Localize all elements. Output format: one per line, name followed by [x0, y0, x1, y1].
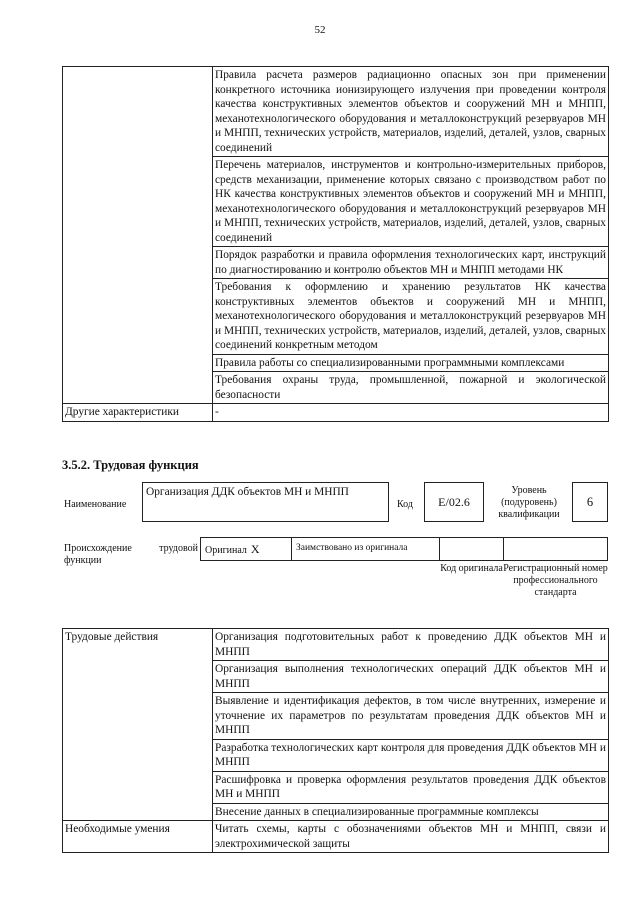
row-label: Другие характеристики: [63, 404, 213, 422]
row-item: Расшифровка и проверка оформления результатов проведения ДДК объектов МН и МНПП: [213, 771, 609, 803]
row-item: Выявление и идентификация дефектов, в том числе внутренних, измерение и уточнение их параметров по результатам проведения ДДК объектов МН и МНПП: [213, 693, 609, 740]
table-row: [63, 404, 609, 422]
row-item: Правила расчета размеров радиационно опасных зон при применении конкретного источника ионизирующего излучения при проведении контроля качества конструктивных элементов объектов и сооружений МН и МНПП, механотехнологического оборудования и металлоконструкций резервуаров МН и МНПП, технических устройств, материалов, изделий, деталей, узлов, сварных соединений: [213, 67, 609, 157]
row-item: Требования к оформлению и хранению результатов НК качества конструктивных элементов объектов и сооружений МН и МНПП, механотехнологического оборудования и металлоконструкций резервуаров МН и МНПП, технических устройств, материалов, изделий, деталей, узлов, сварных соединений конкретным методом: [213, 279, 609, 355]
origin-label-word1: Происхождение: [64, 543, 132, 554]
page-number: 52: [314, 24, 326, 36]
original-label: Оригинал: [205, 545, 247, 556]
row-item: Разработка технологических карт контроля для проведения ДДК объектов МН и МНПП: [213, 739, 609, 771]
origin-label-word3: функции: [64, 555, 102, 566]
function-name-value: Организация ДДК объектов МН и МНПП: [142, 482, 389, 522]
name-label: Наименование: [64, 499, 127, 510]
table-row: [63, 629, 609, 661]
code-label: Код: [397, 499, 413, 510]
row-label: [63, 67, 213, 404]
origin-borrowed-cell: Заимствовано из оригинала: [291, 537, 440, 561]
table-row: [63, 821, 609, 853]
row-label: Необходимые умения: [63, 821, 213, 853]
section-title: 3.5.2. Трудовая функция: [62, 458, 199, 472]
row-item: Организация выполнения технологических операций ДДК объектов МН и МНПП: [213, 661, 609, 693]
labor-actions-table: [62, 628, 609, 853]
original-mark: X: [250, 542, 260, 556]
row-item: -: [213, 404, 609, 422]
qualification-level-value: 6: [572, 482, 608, 522]
row-item: Порядок разработки и правила оформления технологических карт, инструкций по диагностированию и контролю объектов МН и МНПП методами НК: [213, 247, 609, 279]
qualification-level-label: Уровень (подуровень) квалификации: [498, 485, 560, 520]
knowledge-table: [62, 66, 609, 422]
original-code-caption: Код оригинала: [440, 563, 503, 574]
row-item: Внесение данных в специализированные программные комплексы: [213, 803, 609, 821]
table-row: [63, 67, 609, 157]
origin-label: [64, 543, 198, 555]
row-item: Читать схемы, карты с обозначениями объектов МН и МНПП, связи и электрохимической защиты: [213, 821, 609, 853]
row-item: Правила работы со специализированными программными комплексами: [213, 354, 609, 372]
origin-original-cell: [200, 537, 292, 561]
row-item: Перечень материалов, инструментов и контрольно-измерительных приборов, средств механизации, применение которых связано с производством работ по НК качества конструктивных элементов объектов и сооружений МН и МНПП, механотехнологического оборудования и металлоконструкций резервуаров МН и МНПП, технических устройств, материалов, изделий, деталей, узлов, сварных соединений: [213, 157, 609, 247]
function-code-value: Е/02.6: [424, 482, 484, 522]
row-item: Требования охраны труда, промышленной, пожарной и экологической безопасности: [213, 372, 609, 404]
reg-number-caption: Регистрационный номер профессионального стандарта: [503, 563, 608, 598]
origin-label-word2: трудовой: [159, 543, 198, 554]
origin-reg-number-cell: [503, 537, 608, 561]
row-item: Организация подготовительных работ к проведению ДДК объектов МН и МНПП: [213, 629, 609, 661]
row-label: Трудовые действия: [63, 629, 213, 821]
origin-code-cell: [439, 537, 504, 561]
